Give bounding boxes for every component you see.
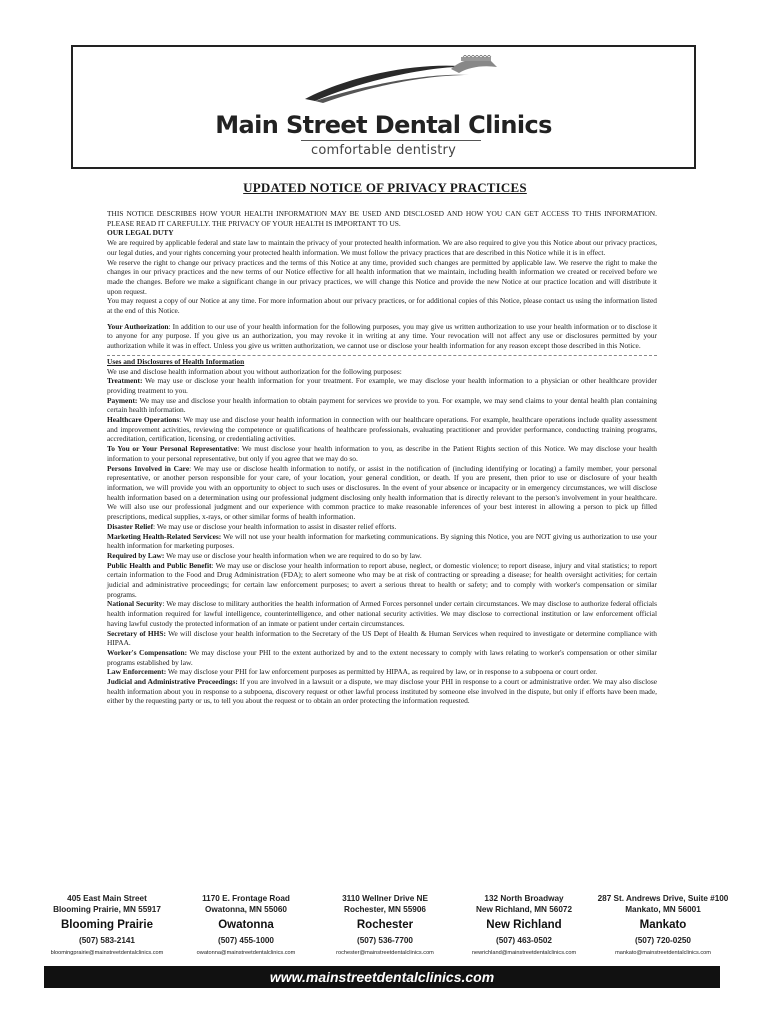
section-divider	[107, 355, 657, 356]
use-disclosure-text: We will disclose your health information to the Secretary of the US Dept of Health & Human Services when required to investigate or determine compliance with HIPAA.	[107, 628, 657, 648]
use-disclosure-label: Healthcare Operations	[107, 415, 180, 425]
location-card	[316, 893, 454, 957]
use-disclosure-text: We may use or disclose your health information for your treatment. For example, we may disclose your health information to a physician or other healthcare provider providing treatment to you.	[107, 376, 657, 395]
use-disclosure-item	[107, 551, 657, 561]
location-address-line1: 287 St. Andrews Drive, Suite #100	[597, 894, 729, 903]
location-card	[455, 893, 593, 957]
use-disclosure-text: We may use and disclose your health information to obtain payment for services we provide to you. For example, we may send claims to your dental health plan containing certain health information.	[107, 395, 657, 415]
use-disclosure-text: We may use or disclose your health information when we are required to do so by law.	[164, 550, 422, 560]
use-disclosure-item	[107, 677, 657, 706]
use-disclosure-label: Persons Involved in Care	[107, 463, 190, 473]
use-disclosure-label: Secretary of HHS:	[107, 628, 166, 638]
use-disclosure-label: Marketing Health-Related Services:	[107, 531, 222, 541]
location-address-line2: Blooming Prairie, MN 55917	[53, 905, 161, 914]
authorization-paragraph	[107, 322, 657, 351]
use-disclosure-text: : We may use or disclose health information to notify, or assist in the notification of (including identifying or locating) a family member, your personal representative, or another person responsible for your care, of your location, your general condition, or death. If you are present, then prior to use or disclosure of your health information, we will provide you with an opportunity to object to such uses or disclosures. In the event of your absence or incapacity or in emergency circumstances, we will disclose health information based on a determination using our professional judgment disclosing only health information that is directly relevant to the person's involvement in your healthcare. We will also use our professional judgment and our experience with common practice to make reasonable inferences of your best interest in allowing a person to pick up filled prescriptions, medical supplies, x-rays, or other similar forms of health information.	[107, 463, 657, 522]
use-disclosure-label: Payment:	[107, 395, 138, 405]
notice-intro: THIS NOTICE DESCRIBES HOW YOUR HEALTH INFORMATION MAY BE USED AND DISCLOSED AND HOW YOU CAN GET ACCESS TO THIS INFORMATION. PLEASE READ IT CAREFULLY. THE PRIVACY OF YOUR HEALTH IS IMPORTANT TO US.	[107, 209, 657, 228]
use-disclosure-label: Disaster Relief	[107, 521, 154, 531]
location-phone[interactable]: (507) 720-0250	[635, 936, 691, 945]
website-url[interactable]: www.mainstreetdentalclinics.com	[44, 966, 720, 988]
authorization-text: : In addition to our use of your health information for the following purposes, you may give us written authorization to use your health information or to disclose it to anyone for any purpose. If you give us an authorization, you may revoke it in writing at any time. Your revocation will not affect any use or disclosures permitted by your authorization while it was in effect. Unless you give us written authorization, we cannot use or disclose your health information for any reason except those described in this Notice.	[107, 321, 657, 351]
use-disclosure-item	[107, 599, 657, 628]
notice-body	[107, 209, 657, 706]
use-disclosure-label: Judicial and Administrative Proceedings:	[107, 677, 238, 687]
use-disclosure-label: Public Health and Public Benefit	[107, 560, 212, 570]
use-disclosure-item	[107, 396, 657, 415]
use-disclosure-text: : We may use or disclose your health information to assist in disaster relief efforts.	[153, 521, 397, 531]
location-address-line2: Owatonna, MN 55060	[205, 905, 287, 914]
location-city: Rochester	[356, 919, 414, 931]
location-city: Owatonna	[218, 919, 274, 931]
location-email[interactable]: mankato@mainstreetdentalclinics.com	[615, 950, 711, 956]
location-address-line2: Rochester, MN 55906	[344, 905, 426, 914]
use-disclosure-item	[107, 532, 657, 551]
use-disclosure-text: If you are involved in a lawsuit or a dispute, we may disclose your PHI in response to a court or administrative order. We may also disclose health information about you in response to a subpoena, discovery request or other lawful process instituted by someone else involved in the dispute, but only if efforts have been made, either by the requesting party or us, to tell you about the request or to obtain an order protecting the information requested.	[107, 677, 657, 706]
uses-disclosures-list	[107, 376, 657, 706]
location-phone[interactable]: (507) 463-0502	[496, 936, 552, 945]
legal-duty-paragraph-1: We are required by applicable federal and state law to maintain the privacy of your protected health information. We are also required to give you this Notice about our privacy practices, our legal duties, and your rights concerning your protected health information. We must follow the privacy practices that are described in this Notice while it is in effect.	[107, 238, 657, 257]
use-disclosure-item	[107, 522, 657, 532]
uses-heading: Uses and Disclosures of Health Information	[107, 356, 245, 366]
use-disclosure-text: : We must disclose your health information to you, as describe in the Patient Rights section of this Notice. We may disclose your health information to your personal representative, but only if you agree that we may do so.	[107, 444, 657, 463]
use-disclosure-item	[107, 561, 657, 600]
use-disclosure-text: : We may use and disclose your health information in connection with our healthcare operations. For example, healthcare operations include quality assessment and improvement activities, reviewing the competence or qualifications of healthcare professionals, evaluating practitioner and provider performance, conducting training programs, accreditation, certification, licensing, or credentialing activities.	[107, 415, 657, 444]
notice-title: UPDATED NOTICE OF PRIVACY PRACTICES	[243, 180, 527, 195]
location-phone[interactable]: (507) 583-2141	[79, 936, 135, 945]
legal-duty-paragraph-2: We reserve the right to change our privacy practices and the terms of this Notice at any time, provided such changes are permitted by applicable law. We reserve the right to make the changes in our privacy practices and the new terms of our Notice effective for all health information that we maintain, including health information we created or received before we made the changes. Before we make a significant change in our privacy practices, we will change this Notice and provide the new Notice at our practice location and will distribute it upon request.	[107, 257, 657, 296]
location-email[interactable]: rochester@mainstreetdentalclinics.com	[336, 950, 434, 956]
locations-footer	[38, 893, 732, 957]
brand-name: Main Street Dental Clinics	[215, 111, 552, 139]
location-address-line2: New Richland, MN 56072	[475, 905, 572, 914]
location-phone[interactable]: (507) 455-1000	[218, 936, 274, 945]
toothbrush-swoosh-logo	[301, 55, 501, 103]
use-disclosure-item	[107, 444, 657, 463]
use-disclosure-label: Law Enforcement:	[107, 667, 167, 677]
use-disclosure-text: : We may disclose to military authorities the health information of Armed Forces personnel under certain circumstances. We may disclose to authorize federal officials health information required for lawful intelligence, counterintelligence, and other national security activities. We may disclose to correctional institution or law enforcement official having lawful custody the protected information of an inmate or patient under certain circumstances.	[107, 599, 657, 628]
use-disclosure-label: To You or Your Personal Representative	[107, 444, 238, 454]
use-disclosure-item	[107, 629, 657, 648]
location-email[interactable]: bloomingprairie@mainstreetdentalclinics.com	[50, 950, 164, 956]
location-city: New Richland	[486, 919, 562, 931]
logo-header	[71, 45, 696, 169]
brand-divider	[301, 140, 481, 141]
use-disclosure-text: : We may use or disclose your health information to report abuse, neglect, or domestic violence; to report disease, injury and vital statistics; to report certain information to the Food and Drug Administration (FDA); to alert someone who may be at risk of contracting or spreading a disease; for health oversight activities; for certain judicial and administrative proceedings; for certain law enforcement purposes; to avert a serious threat to health or safety; and to comply with worker's compensation or similar programs.	[107, 560, 657, 599]
use-disclosure-label: National Security	[107, 599, 163, 609]
location-city: Mankato	[639, 919, 687, 931]
use-disclosure-item	[107, 415, 657, 444]
use-disclosure-label: Treatment:	[107, 376, 143, 386]
legal-duty-paragraph-3: You may request a copy of our Notice at any time. For more information about our privacy practices, or for additional copies of this Notice, please contact us using the information listed at the end of this Notice.	[107, 296, 657, 316]
location-email[interactable]: newrichland@mainstreetdentalclinics.com	[471, 950, 577, 956]
use-disclosure-item	[107, 464, 657, 522]
location-card	[38, 893, 176, 957]
use-disclosure-label: Worker's Compensation:	[107, 647, 188, 657]
use-disclosure-item	[107, 648, 657, 667]
location-address-line1: 1170 E. Frontage Road	[202, 894, 290, 903]
use-disclosure-item	[107, 376, 657, 395]
use-disclosure-text: We may disclose your PHI to the extent authorized by and to the extent necessary to comply with laws relating to worker's compensation or other similar programs established by law.	[107, 647, 658, 667]
use-disclosure-text: We may disclose your PHI for law enforcement purposes as permitted by HIPAA, as required by law, or in response to a subpoena or court order.	[166, 667, 598, 677]
location-address-line2: Mankato, MN 56001	[625, 905, 701, 914]
location-card	[177, 893, 315, 957]
location-phone[interactable]: (507) 536-7700	[357, 936, 413, 945]
location-card	[594, 893, 732, 957]
location-address-line1: 3110 Wellner Drive NE	[342, 894, 428, 903]
use-disclosure-item	[107, 667, 657, 677]
location-address-line1: 405 East Main Street	[67, 894, 147, 903]
uses-intro: We use and disclose health information about you without authorization for the following purposes:	[107, 366, 402, 376]
legal-duty-heading: OUR LEGAL DUTY	[107, 228, 174, 238]
location-city: Blooming Prairie	[60, 919, 154, 931]
use-disclosure-text: We will not use your health information for marketing communications. By signing this Notice, you are NOT giving us authorization to use your health information for marketing purposes.	[107, 531, 657, 551]
authorization-label: Your Authorization	[107, 321, 169, 331]
brand-tagline: comfortable dentistry	[310, 143, 456, 158]
location-address-line1: 132 North Broadway	[484, 894, 564, 903]
location-email[interactable]: owatonna@mainstreetdentalclinics.com	[196, 950, 296, 956]
use-disclosure-label: Required by Law:	[107, 550, 165, 560]
